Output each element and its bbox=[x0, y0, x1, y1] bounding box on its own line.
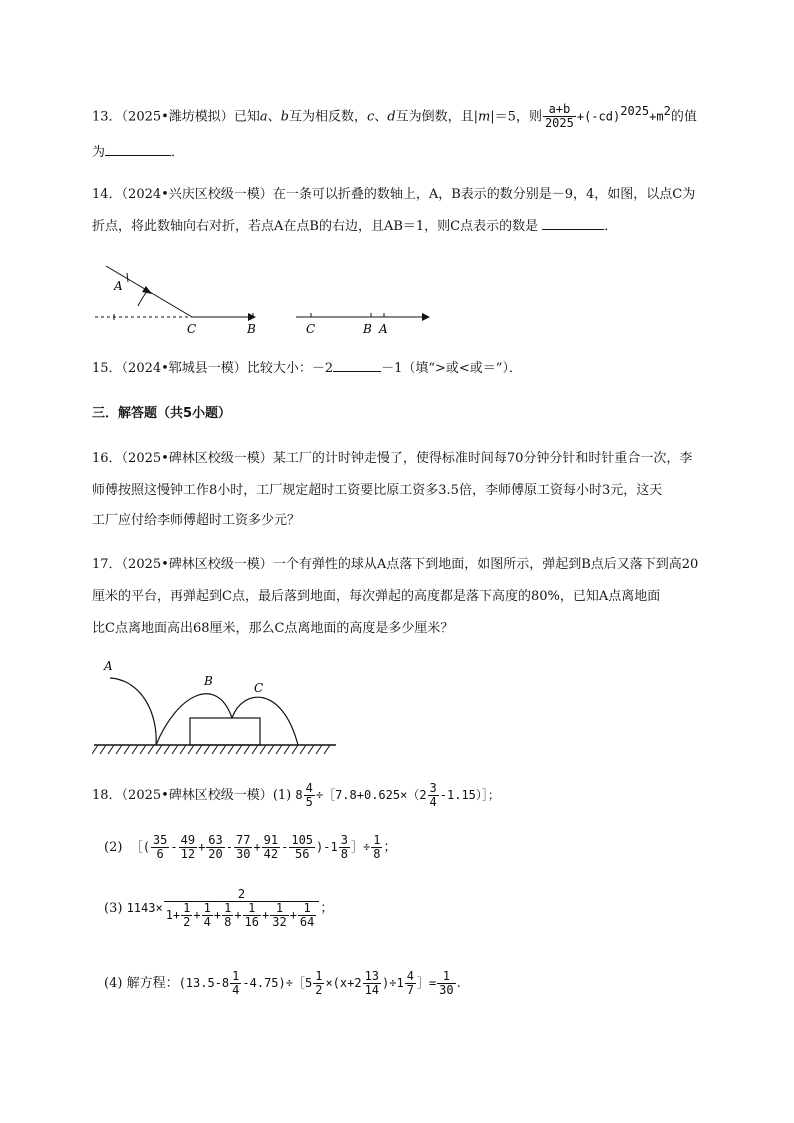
bounce-curve-b bbox=[156, 694, 232, 745]
q13-answer-blank[interactable] bbox=[105, 155, 171, 156]
question-13: 13．（2025•潍坊模拟）已知a、b互为相反数，c、d互为倒数，且|m|＝5，则 $\frac{a+b}{2025}$ $+(-cd)^{2025}+m^2$的值 bbox=[92, 102, 697, 131]
q13-source: （2025•潍坊模拟） bbox=[121, 109, 234, 125]
bounce-curve-c bbox=[232, 697, 298, 745]
platform bbox=[190, 718, 260, 745]
question-14: 14．（2024•兴庆区校级一模）在一条可以折叠的数轴上，A，B表示的数分别是－9，4，如图，以点C为 bbox=[92, 187, 696, 202]
label-a: A bbox=[104, 659, 113, 673]
q16-line-2: 师傅按照这慢钟工作8小时，工厂规定超时工资要比原工资多3.5倍，李师傅原工资每小时3元，这天 bbox=[92, 483, 663, 498]
q16-line-3: 工厂应付给李师傅超时工资多少元？ bbox=[92, 513, 301, 528]
question-16: 16．（2025•碑林区校级一模）某工厂的计时钟走慢了，使得标准时间每70分钟分针和时针重合一次，李 bbox=[92, 451, 693, 466]
q13-fraction: $\frac{a+b}{2025}$ bbox=[544, 102, 574, 131]
q14-number-line-figure bbox=[90, 258, 440, 340]
label-b: B bbox=[204, 674, 213, 688]
axis-arrow-icon-2 bbox=[422, 313, 430, 321]
label-c: C bbox=[254, 681, 264, 695]
label-c2: C bbox=[306, 322, 316, 336]
fold-arrow-icon bbox=[142, 286, 152, 294]
ray-tick bbox=[127, 273, 128, 282]
label-a2: A bbox=[379, 322, 388, 336]
question-18: 18．（2025•碑林区校级一模）(1) 8 $\frac{4}{5}$ ÷［7.8+0.625×（2 $\frac{3}{4}$ -1.15）］； bbox=[92, 781, 500, 809]
label-a: A bbox=[114, 279, 123, 293]
q14-answer-blank[interactable] bbox=[542, 229, 604, 230]
q18-p3-complex-fraction: 2 1+ $\frac{1}{2}$ + $\frac{1}{4}$ + $\frac{1}{8}$ + $\frac{1}{16}$ + $\frac{1}{32}$ + $\frac{1}{64}$ bbox=[164, 888, 320, 929]
q18-part-4: (4) 解方程：(13.5-8 $\frac{1}{4}$ -4.75)÷［5 $\frac{1}{2}$ ×(x+2 $\frac{13}{14}$ )÷1 $\frac{4}{7}$ ］= $\frac{1}{30}$ . bbox=[104, 969, 461, 997]
label-c: C bbox=[187, 322, 197, 336]
q13-number: 13． bbox=[92, 109, 122, 125]
question-15: 15．（2024•郓城县一模）比较大小：－2 －1（填“>或<或＝”）． bbox=[92, 361, 522, 376]
q18-part-2: (2) ［( $\frac{35}{6}$ - $\frac{49}{12}$ + $\frac{63}{20}$ - $\frac{77}{30}$ + $\frac{91}{42}$ - $\frac{105}{56}$ )-1 $\frac{3}{8}$ ］÷ $\frac{1}{8}$ ； bbox=[104, 833, 397, 861]
q17-line-2: 厘米的平台，再弹起到C点，最后落到地面，每次弹起的高度都是落下高度的80%，已知A点离地面 bbox=[92, 589, 661, 604]
q17-bounce-figure bbox=[92, 654, 338, 758]
q17-line-3: 比C点离地面高出68厘米，那么C点离地面的高度是多少厘米？ bbox=[92, 621, 454, 636]
q13-answer-line: 为 ． bbox=[92, 145, 185, 160]
fall-curve-a bbox=[110, 678, 156, 745]
label-b: B bbox=[247, 322, 256, 336]
q18-part-3: (3) 1143× 2 1+ $\frac{1}{2}$ + $\frac{1}{4}$ + $\frac{1}{8}$ + $\frac{1}{16}$ + $\frac{1}{32}$ + $\frac{1}{64}$ ； bbox=[104, 887, 334, 929]
axis-arrow-icon bbox=[248, 313, 256, 321]
q15-answer-blank[interactable] bbox=[333, 371, 381, 372]
q14-line-2: 折点，将此数轴向右对折，若点A在点B的右边，且AB＝1，则C点表示的数是 ． bbox=[92, 219, 618, 234]
ground-hatching bbox=[92, 745, 330, 754]
label-b2: B bbox=[363, 322, 372, 336]
section-heading: 三．解答题（共5小题） bbox=[92, 406, 232, 421]
q18-p1-fraction-2: $\frac{3}{4}$ bbox=[429, 781, 437, 809]
question-17: 17．（2025•碑林区校级一模）一个有弹性的球从A点落下到地面，如图所示，弹起到B点后又落下到高20 bbox=[92, 557, 699, 572]
q18-p1-fraction: $\frac{4}{5}$ bbox=[305, 781, 313, 809]
